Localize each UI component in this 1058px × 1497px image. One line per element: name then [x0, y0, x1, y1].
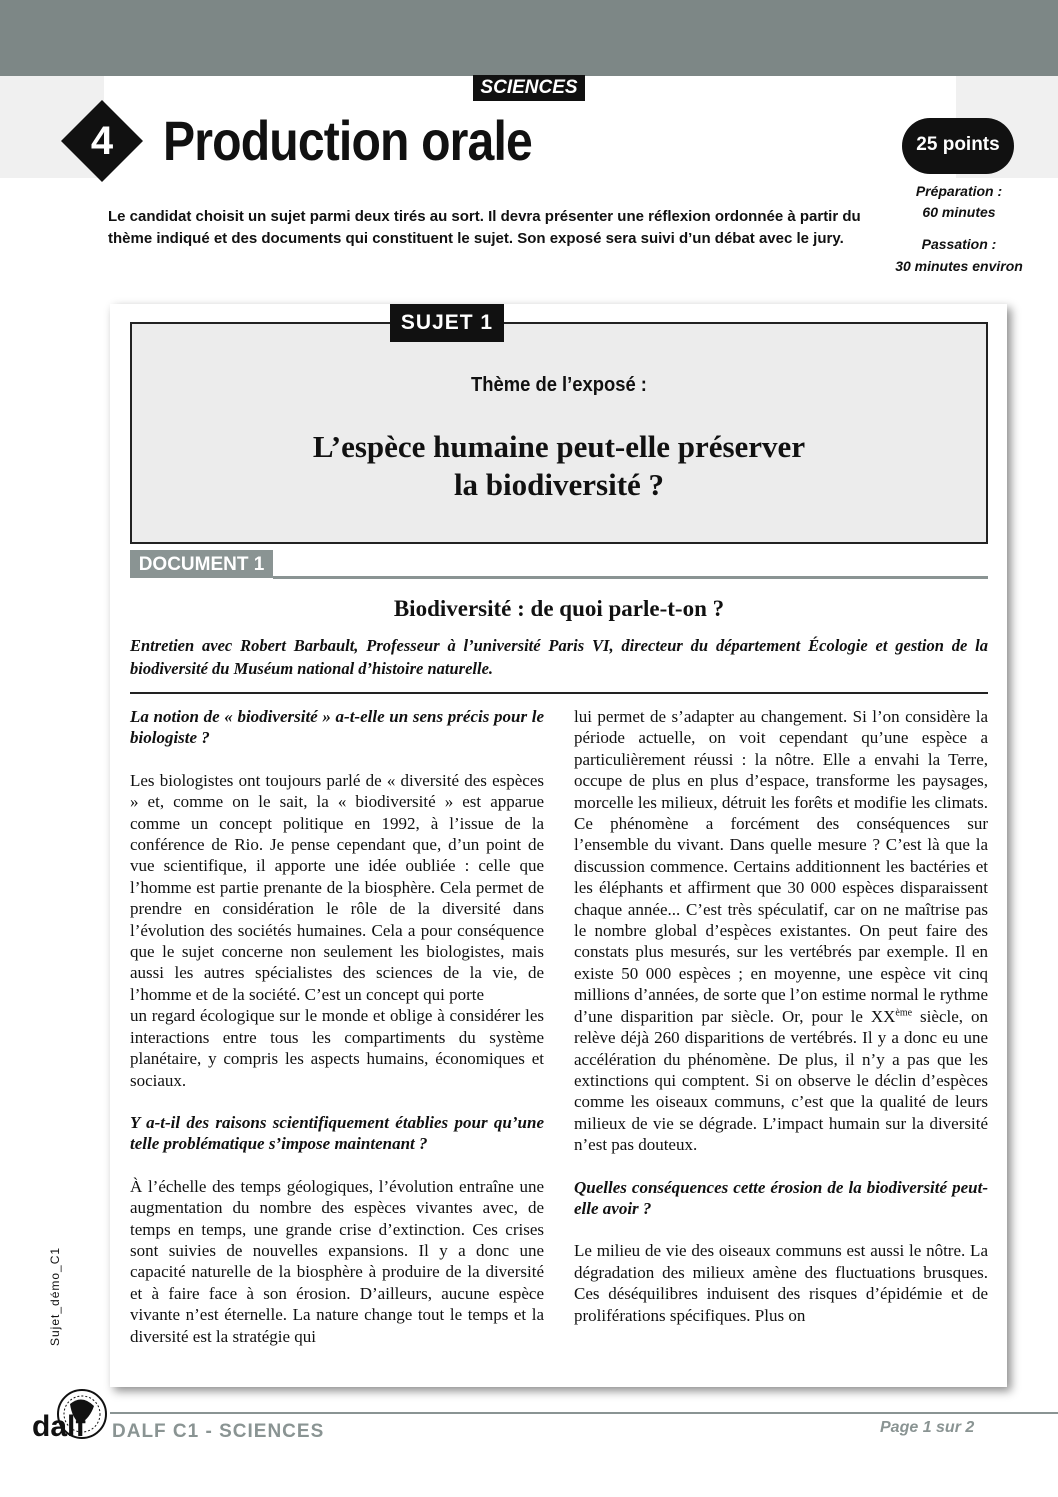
document-header	[130, 550, 988, 580]
answer-1-continued: un regard écologique sur le monde et oblige à considérer les interactions entre tous les compartiments du système planétaire, y compris les aspects humains, économiques et sociaux.	[130, 1006, 544, 1090]
dalf-logo	[30, 1384, 110, 1444]
question-1: La notion de « biodiversité » a-t-elle un sens précis pour le biologiste ?	[130, 707, 544, 748]
answer-2: À l’échelle des temps géologiques, l’évolution entraîne une augmentation du nombre des espèces vivantes avec, de temps en temps, une grande crise d’extinction. Ces crises sont suivies de nouvelles expansions. Il y a donc une capacité naturelle de la biosphère à produire de la diversité et à faire face à son érosion. D’ailleurs, aucune espèce vivante n’est éternelle. La nature change tout le temps et la diversité est la stratégie qui	[130, 1176, 544, 1346]
theme-label: Thème de l’exposé :	[471, 374, 647, 396]
answer-2-text: lui permet de s’adapter au changement. Si l’on considère la période actuelle, on voit cependant qu’une espèce a particulièrement réussi : la nôtre. Elle a envahi la Terre, occupe de plus en plus d’espace, transforme les paysages, morcelle les milieux, détruit les forêts et modifie les climats. Ce phénomène a forcément des conséquences sur l’ensemble du vivant. Dans quelle mesure ? C’est là que la discussion commence. Certains additionnent les bactéries et les éléphants et affirment que 30 000 espèces disparaissent chaque année... C’est très spéculatif, car on ne maîtrise pas le nombre global d’espèces existantes. On peut faire des constats plus mesurés, sur les vertébrés par exemple. Il en existe 50 000 espèces ; en moyenne, une espèce vit cinq millions d’années, de sorte que l’on estime normal le rythme d’une disparition par siècle. Or, pour le XX	[574, 707, 988, 1026]
page-title: Production orale	[163, 109, 532, 172]
theme-question	[132, 428, 986, 504]
header-bar	[0, 0, 1058, 76]
column-right	[574, 706, 988, 1326]
theme-box	[130, 322, 988, 544]
category-badge: SCIENCES	[473, 75, 585, 101]
page-number: Page 1 sur 2	[880, 1419, 975, 1436]
prep-label: Préparation :	[915, 183, 1003, 199]
logo-text: dalf	[32, 1410, 86, 1443]
document-panel	[110, 304, 1007, 1387]
question-2: Y a-t-il des raisons scientifiquement établies pour qu’une telle problématique s’impose maintenant ?	[130, 1112, 544, 1154]
pass-label: Passation :	[921, 236, 997, 252]
theme-line-2: la biodiversité ?	[453, 467, 665, 502]
superscript: ème	[895, 1007, 913, 1019]
theme-line-1: L’espèce humaine peut-elle préserver	[312, 429, 806, 464]
footer-divider	[110, 1412, 1058, 1414]
question-3: Quelles conséquences cette érosion de la biodiversité peut-elle avoir ?	[574, 1177, 988, 1218]
document-label: DOCUMENT 1	[130, 550, 273, 578]
document-divider	[273, 576, 988, 579]
instructions: Le candidat choisit un sujet parmi deux tirés au sort. Il devra présenter une réflexion ordonnée à partir du thème indiqué et des documents qui constituent le sujet. Son exposé sera suivi d’un débat avec le jury.	[108, 208, 861, 247]
sujet-badge: SUJET 1	[390, 304, 504, 342]
answer-1: Les biologistes ont toujours parlé de « diversité des espèces » et, comme on le sait, la « biodiversité » est apparue comme un concept politique en 1992, à l’issue de la conférence de Rio. Je pense cependant que, d’un point de vue scientifique, il apporte une idée oubliée : celle que l’homme est partie prenante de la biosphère. Cela permet de prendre en considération le rôle de la diversité dans l’évolution des sociétés humaines. Cela a pour conséquence que le sujet concerne non seulement les biologistes, mais aussi les autres spécialistes des sciences de la vie, de l’homme et de la société. C’est un concept qui porte	[130, 770, 544, 1004]
section-number: 4	[90, 119, 114, 163]
answer-2-text-end: siècle, on relève déjà 260 disparitions de vertébrés. Il y a donc eu une accélération du phénomène. De plus, il n’y a pas que les extinctions qui comptent. Si on observe le déclin d’espèces comme les oiseaux communs, c’est que la qualité de leurs milieux de vie se dégrade. L’impact humain sur la diversité n’est pas douteux.	[574, 1006, 988, 1155]
footer-exam: DALF C1 - SCIENCES	[112, 1421, 325, 1442]
points-badge: 25 points	[902, 118, 1014, 174]
answer-2-continued	[574, 706, 988, 1156]
divider	[130, 692, 988, 694]
pass-value: 30 minutes environ	[895, 258, 1023, 274]
document-title: Biodiversité : de quoi parle-t-on ?	[393, 596, 725, 621]
column-left	[130, 706, 544, 1347]
document-subtitle: Entretien avec Robert Barbault, Professeur à l’université Paris VI, directeur du département Écologie et gestion de la biodiversité du Muséum national d’histoire naturelle.	[130, 636, 988, 678]
answer-3: Le milieu de vie des oiseaux communs est aussi le nôtre. La dégradation des milieux amène des fluctuations brusques. Ces déséquilibres induisent des risques d’épidémie et de proliférations spécifiques. Plus on	[574, 1241, 988, 1325]
side-code: Sujet_démo_C1	[48, 1246, 62, 1346]
prep-value: 60 minutes	[922, 204, 996, 220]
